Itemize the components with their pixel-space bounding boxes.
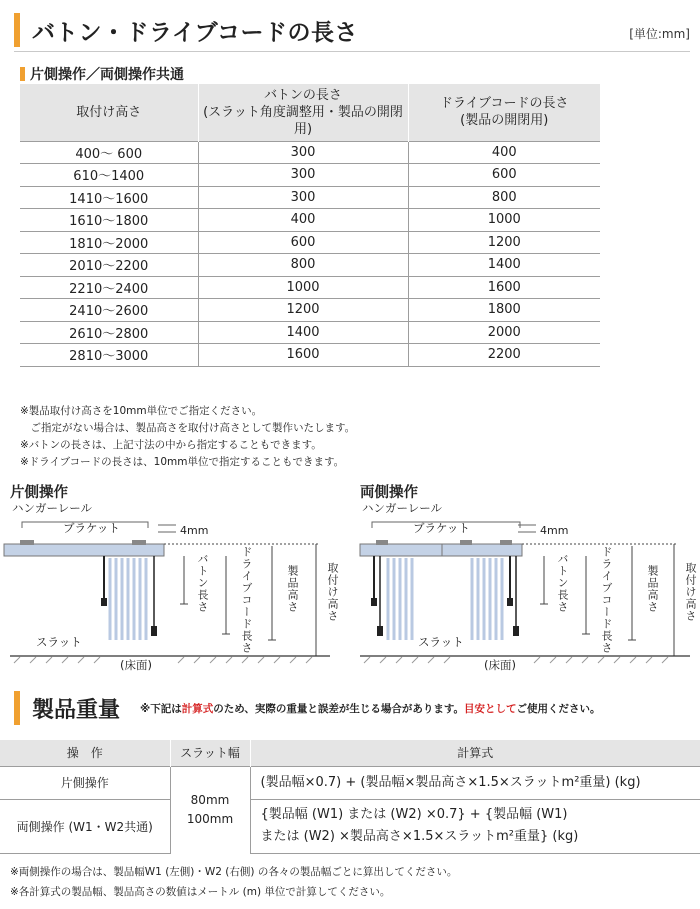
note-line: ご指定がない場合は、製品高さを取付け高さとして製作いたします。: [20, 422, 356, 434]
cell-range: 2010～2200: [20, 254, 198, 277]
bracket-right: [500, 540, 512, 545]
cell-cord: 2200: [408, 344, 600, 367]
formula-line: または (W2) ×製品高さ×1.5×スラットm²重量} (kg): [260, 829, 579, 844]
cell-operation: 両側操作 (W1・W2共通): [0, 799, 170, 853]
label-gap: 4mm: [540, 524, 569, 537]
label-floor: (床面): [484, 658, 516, 672]
bracket-middle: [460, 540, 472, 545]
single-side-diagram: [0, 500, 350, 680]
dimension-lines: [164, 544, 320, 656]
cell-range: 1810～2000: [20, 231, 198, 254]
subsection-title: 片側操作／両側操作共通: [30, 67, 184, 83]
formula-line: {製品幅 (W1) または (W2) ×0.7} + {製品幅 (W1): [260, 807, 568, 822]
label-product-height: 製品高さ: [646, 565, 659, 613]
cell-baton: 400: [198, 209, 408, 232]
cell-operation: 片側操作: [0, 766, 170, 799]
cord-weight: [513, 626, 519, 636]
header-formula: 計算式: [250, 740, 700, 766]
baton-tip: [507, 598, 513, 606]
section-header-lengths: [14, 12, 690, 48]
label-bracket: ブラケット: [410, 520, 473, 536]
label-slat: スラット: [418, 635, 464, 649]
unit-label: [単位:mm]: [629, 27, 690, 41]
table-row: [20, 321, 600, 344]
subsection-accent-mark: [20, 67, 25, 81]
note-text: ※下記は: [140, 702, 182, 715]
slat-width-value: 100mm: [186, 811, 234, 826]
floor-hatch: [14, 657, 312, 663]
floor-hatch: [364, 657, 668, 663]
hanger-rail: [4, 544, 164, 556]
cell-baton: 600: [198, 231, 408, 254]
weight-table: [0, 740, 700, 854]
diagram-title-single: 片側操作: [10, 485, 68, 501]
note-text: のため、実際の重量と誤差が生じる場合があります。: [213, 702, 464, 715]
label-hanger-rail: ハンガーレール: [362, 501, 443, 515]
table-row: [20, 141, 600, 164]
slats: [110, 558, 146, 640]
table-row: [20, 254, 600, 277]
cell-range: 1610～1800: [20, 209, 198, 232]
table-row: [20, 276, 600, 299]
cell-range: 400～ 600: [20, 141, 198, 164]
cell-baton: 1200: [198, 299, 408, 322]
length-table: [20, 84, 600, 367]
cell-cord: 1200: [408, 231, 600, 254]
section-title: バトン・ドライブコードの長さ: [32, 19, 359, 46]
note-line: ※製品取付け高さを10mm単位でご指定ください。: [20, 405, 263, 417]
table-row: [20, 344, 600, 367]
double-side-diagram: [350, 500, 700, 680]
bracket-line: [372, 522, 520, 528]
header-baton-line2: (スラット角度調整用・製品の開閉用): [203, 104, 403, 137]
label-baton-length: バトン長さ: [556, 553, 569, 613]
label-drive-cord-length: ドライブコード長さ: [600, 546, 613, 654]
note-line: ※ドライブコードの長さは、10mm単位で指定することもできます。: [20, 456, 345, 468]
cord-weight: [151, 626, 157, 636]
cell-cord: 1800: [408, 299, 600, 322]
cell-cord: 1000: [408, 209, 600, 232]
cord-weight: [377, 626, 383, 636]
label-floor: (床面): [120, 658, 152, 672]
dimension-lines: [522, 544, 678, 656]
cell-baton: 1000: [198, 276, 408, 299]
label-slat: スラット: [36, 635, 82, 649]
hanger-rail: [360, 544, 522, 556]
table-row: [20, 164, 600, 187]
label-baton-length: バトン長さ: [196, 553, 209, 613]
bracket-left: [20, 540, 34, 545]
cell-cord: 800: [408, 186, 600, 209]
header-cord-line1: ドライブコードの長さ: [439, 96, 569, 112]
length-table-header-row: [20, 84, 600, 141]
footnotes: [10, 862, 457, 902]
cell-cord: 1600: [408, 276, 600, 299]
section-header-weight: [14, 689, 690, 727]
bracket-right: [132, 540, 146, 545]
weight-table-header-row: [0, 740, 700, 766]
cell-baton: 300: [198, 141, 408, 164]
footnote-line: ※各計算式の製品幅、製品高さの数値はメートル (m) 単位で計算してください。: [10, 886, 391, 898]
cell-baton: 300: [198, 186, 408, 209]
slats-right: [472, 558, 502, 640]
baton-tip: [101, 598, 107, 606]
section-accent-bar: [14, 13, 20, 47]
label-mount-height: 取付け高さ: [684, 562, 697, 622]
cell-baton: 300: [198, 164, 408, 187]
header-baton-line1: バトンの長さ: [264, 87, 342, 103]
header-slat-width: スラット幅: [170, 740, 250, 766]
cell-cord: 1400: [408, 254, 600, 277]
cell-formula: [250, 799, 700, 853]
table-row: [0, 766, 700, 799]
cell-range: 2410～2600: [20, 299, 198, 322]
header-operation: 操 作: [0, 740, 170, 766]
length-notes: [20, 403, 355, 471]
footnote-line: ※両側操作の場合は、製品幅W1 (左側)・W2 (右側) の各々の製品幅ごとに算出してください。: [10, 866, 458, 878]
header-divider: [14, 51, 690, 52]
table-row: [20, 231, 600, 254]
note-text: ご使用ください。: [516, 702, 601, 715]
table-row: [20, 186, 600, 209]
header-cord-length: [408, 84, 600, 141]
weight-note: [140, 701, 600, 716]
cell-range: 2610～2800: [20, 321, 198, 344]
note-emphasis: 計算式: [181, 702, 214, 715]
table-row: [0, 799, 700, 853]
label-gap: 4mm: [180, 524, 209, 537]
cell-slat-width: [170, 766, 250, 853]
cell-range: 610～1400: [20, 164, 198, 187]
cell-baton: 1600: [198, 344, 408, 367]
slats-left: [388, 558, 412, 640]
note-line: ※バトンの長さは、上記寸法の中から指定することもできます。: [20, 439, 322, 451]
label-bracket: ブラケット: [60, 520, 123, 536]
note-emphasis: 目安として: [463, 702, 517, 715]
diagram-title-double: 両側操作: [360, 485, 418, 501]
cell-baton: 800: [198, 254, 408, 277]
cell-range: 2210～2400: [20, 276, 198, 299]
cell-cord: 600: [408, 164, 600, 187]
header-baton-length: [198, 84, 408, 141]
bracket-left: [376, 540, 388, 545]
weight-title: 製品重量: [32, 697, 121, 723]
subsection-header: [20, 64, 184, 84]
header-mount-height: 取付け高さ: [20, 84, 198, 141]
bracket-line: [22, 522, 148, 528]
label-mount-height: 取付け高さ: [326, 562, 339, 622]
cell-range: 2810～3000: [20, 344, 198, 367]
slat-width-value: 80mm: [190, 792, 230, 807]
label-drive-cord-length: ドライブコード長さ: [240, 546, 253, 654]
section-accent-bar: [14, 691, 20, 725]
cell-formula: (製品幅×0.7) + (製品幅×製品高さ×1.5×スラットm²重量) (kg): [250, 766, 700, 799]
baton-tip: [371, 598, 377, 606]
table-row: [20, 299, 600, 322]
cell-range: 1410～1600: [20, 186, 198, 209]
header-cord-line2: (製品の開閉用): [460, 113, 549, 129]
cell-cord: 400: [408, 141, 600, 164]
label-hanger-rail: ハンガーレール: [12, 501, 93, 515]
cell-cord: 2000: [408, 321, 600, 344]
label-product-height: 製品高さ: [286, 565, 299, 613]
cell-baton: 1400: [198, 321, 408, 344]
table-row: [20, 209, 600, 232]
